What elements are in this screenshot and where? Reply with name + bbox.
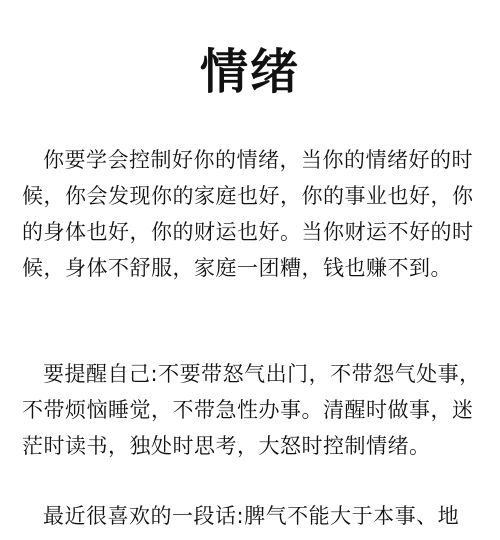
paragraph-favorite-quote: 最近很喜欢的一段话:脾气不能大于本事、地 [43, 504, 460, 528]
page-title: 情绪 [199, 44, 300, 100]
paragraph-self-reminder: 要提醒自己:不要带怒气出门，不带怨气处事，不带烦恼睡觉，不带急性办事。清醒时做事，迷茫时读书，独处时思考，大怒时控制情绪。 [22, 362, 481, 458]
paragraph-emotion-control: 你要学会控制好你的情绪，当你的情绪好的时候，你会发现你的家庭也好，你的事业也好，你的身体也好，你的财运也好。当你财运不好的时候，身体不舒服，家庭一团糟，钱也赚不到。 [22, 148, 474, 280]
